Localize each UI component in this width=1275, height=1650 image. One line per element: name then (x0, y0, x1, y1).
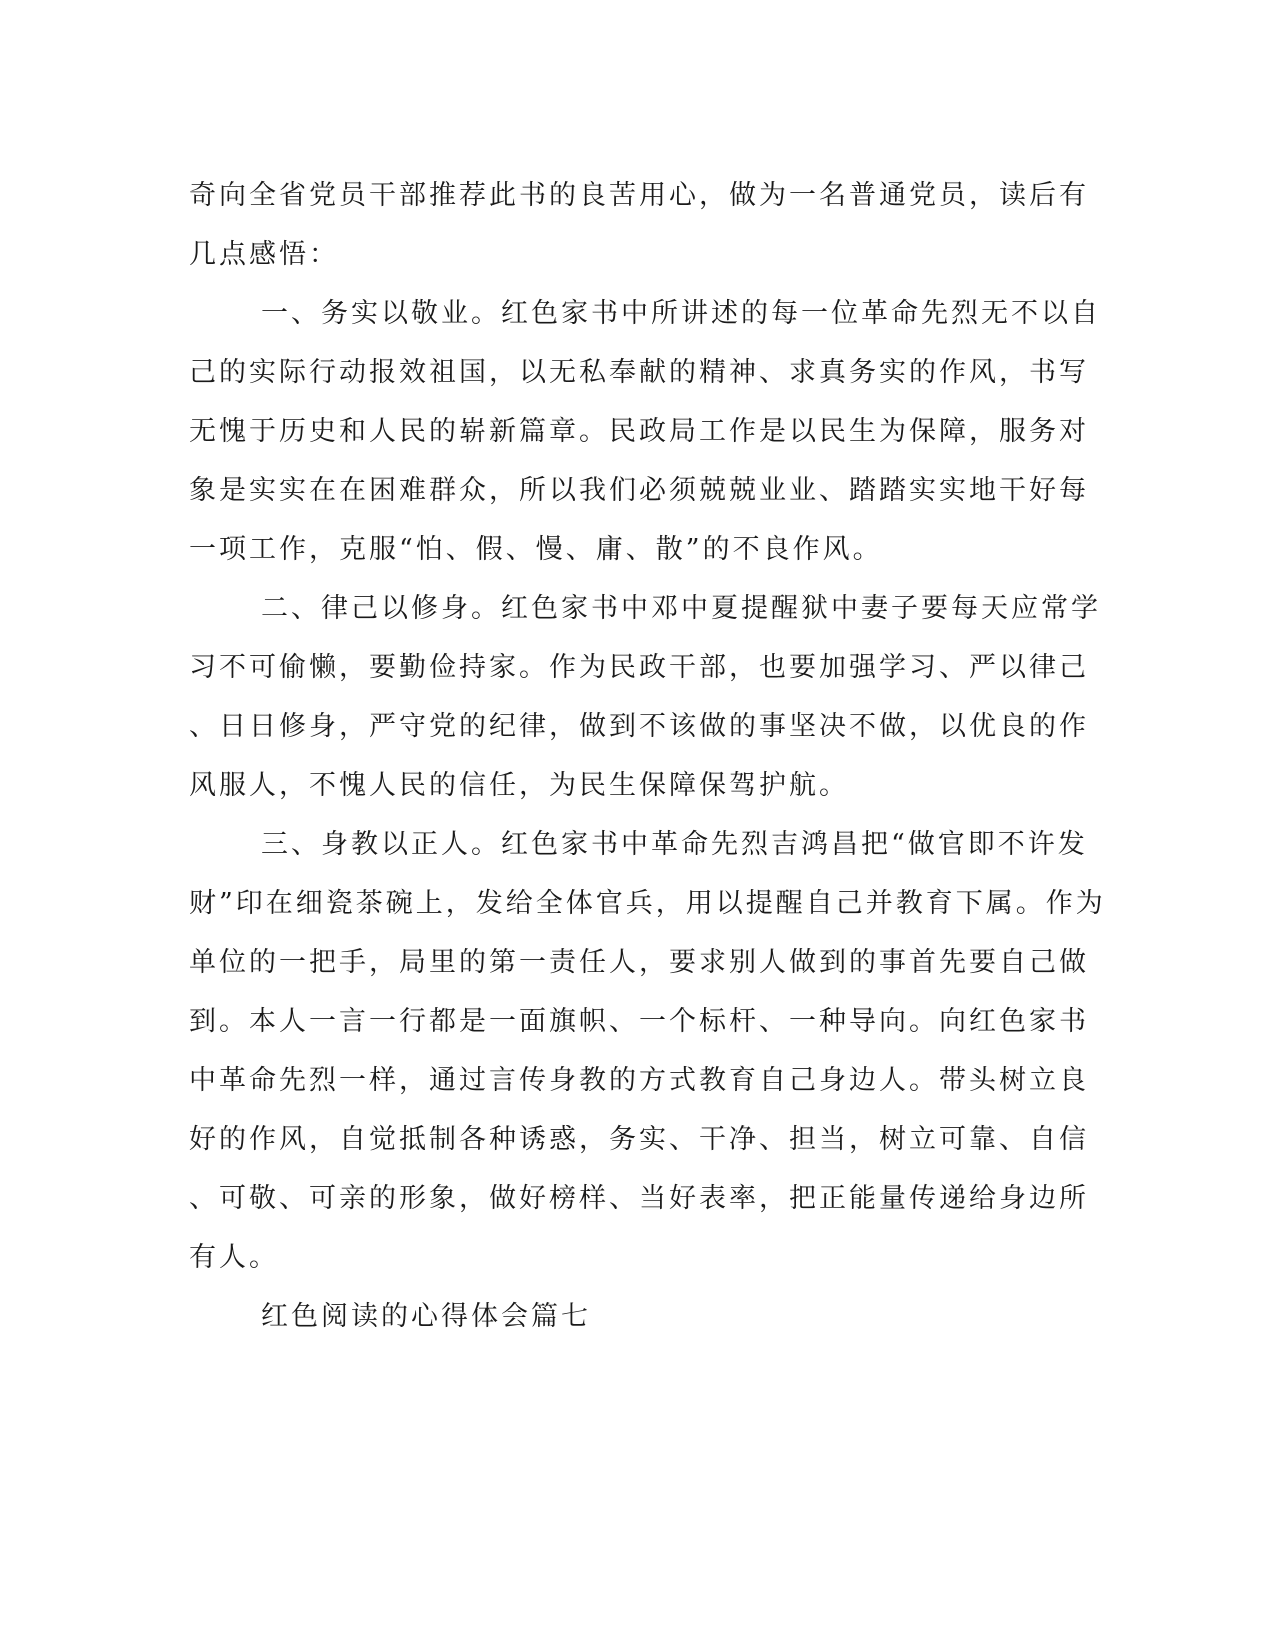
point-2-line-1: 二、律己以修身。红色家书中邓中夏提醒狱中妻子要每天应常学 (261, 593, 1101, 624)
point-2-line-2: 习不可偷懒，要勤俭持家。作为民政干部，也要加强学习、严以律己 (189, 652, 1089, 683)
section-heading: 红色阅读的心得体会篇七 (261, 1301, 591, 1332)
point-1-line-5: 一项工作，克服“怕、假、慢、庸、散”的不良作风。 (189, 534, 883, 565)
point-1-line-4: 象是实实在在困难群众，所以我们必须兢兢业业、踏踏实实地干好每 (189, 475, 1089, 506)
point-3-line-3: 单位的一把手，局里的第一责任人，要求别人做到的事首先要自己做 (189, 947, 1089, 978)
point-3-line-7: 、可敬、可亲的形象，做好榜样、当好表率，把正能量传递给身边所 (189, 1183, 1089, 1214)
point-2-line-3: 、日日修身，严守党的纪律，做到不该做的事坚决不做，以优良的作 (189, 711, 1089, 742)
intro-line-2: 几点感悟： (189, 239, 339, 270)
point-3-line-8: 有人。 (189, 1242, 279, 1273)
point-1-line-3: 无愧于历史和人民的崭新篇章。民政局工作是以民生为保障，服务对 (189, 416, 1089, 447)
point-1-line-1: 一、务实以敬业。红色家书中所讲述的每一位革命先烈无不以自 (261, 298, 1101, 329)
point-3-line-5: 中革命先烈一样，通过言传身教的方式教育自己身边人。带头树立良 (189, 1065, 1089, 1096)
point-2-line-4: 风服人，不愧人民的信任，为民生保障保驾护航。 (189, 770, 849, 801)
point-3-line-6: 好的作风，自觉抵制各种诱惑，务实、干净、担当，树立可靠、自信 (189, 1124, 1089, 1155)
point-3-line-4: 到。本人一言一行都是一面旗帜、一个标杆、一种导向。向红色家书 (189, 1006, 1089, 1037)
point-3-line-1: 三、身教以正人。红色家书中革命先烈吉鸿昌把“做官即不许发 (261, 829, 1088, 860)
intro-line-1: 奇向全省党员干部推荐此书的良苦用心，做为一名普通党员，读后有 (189, 180, 1089, 211)
document-body (189, 166, 1106, 1346)
point-1-line-2: 己的实际行动报效祖国，以无私奉献的精神、求真务实的作风，书写 (189, 357, 1089, 388)
point-3-line-2: 财”印在细瓷茶碗上，发给全体官兵，用以提醒自己并教育下属。作为 (189, 888, 1106, 919)
